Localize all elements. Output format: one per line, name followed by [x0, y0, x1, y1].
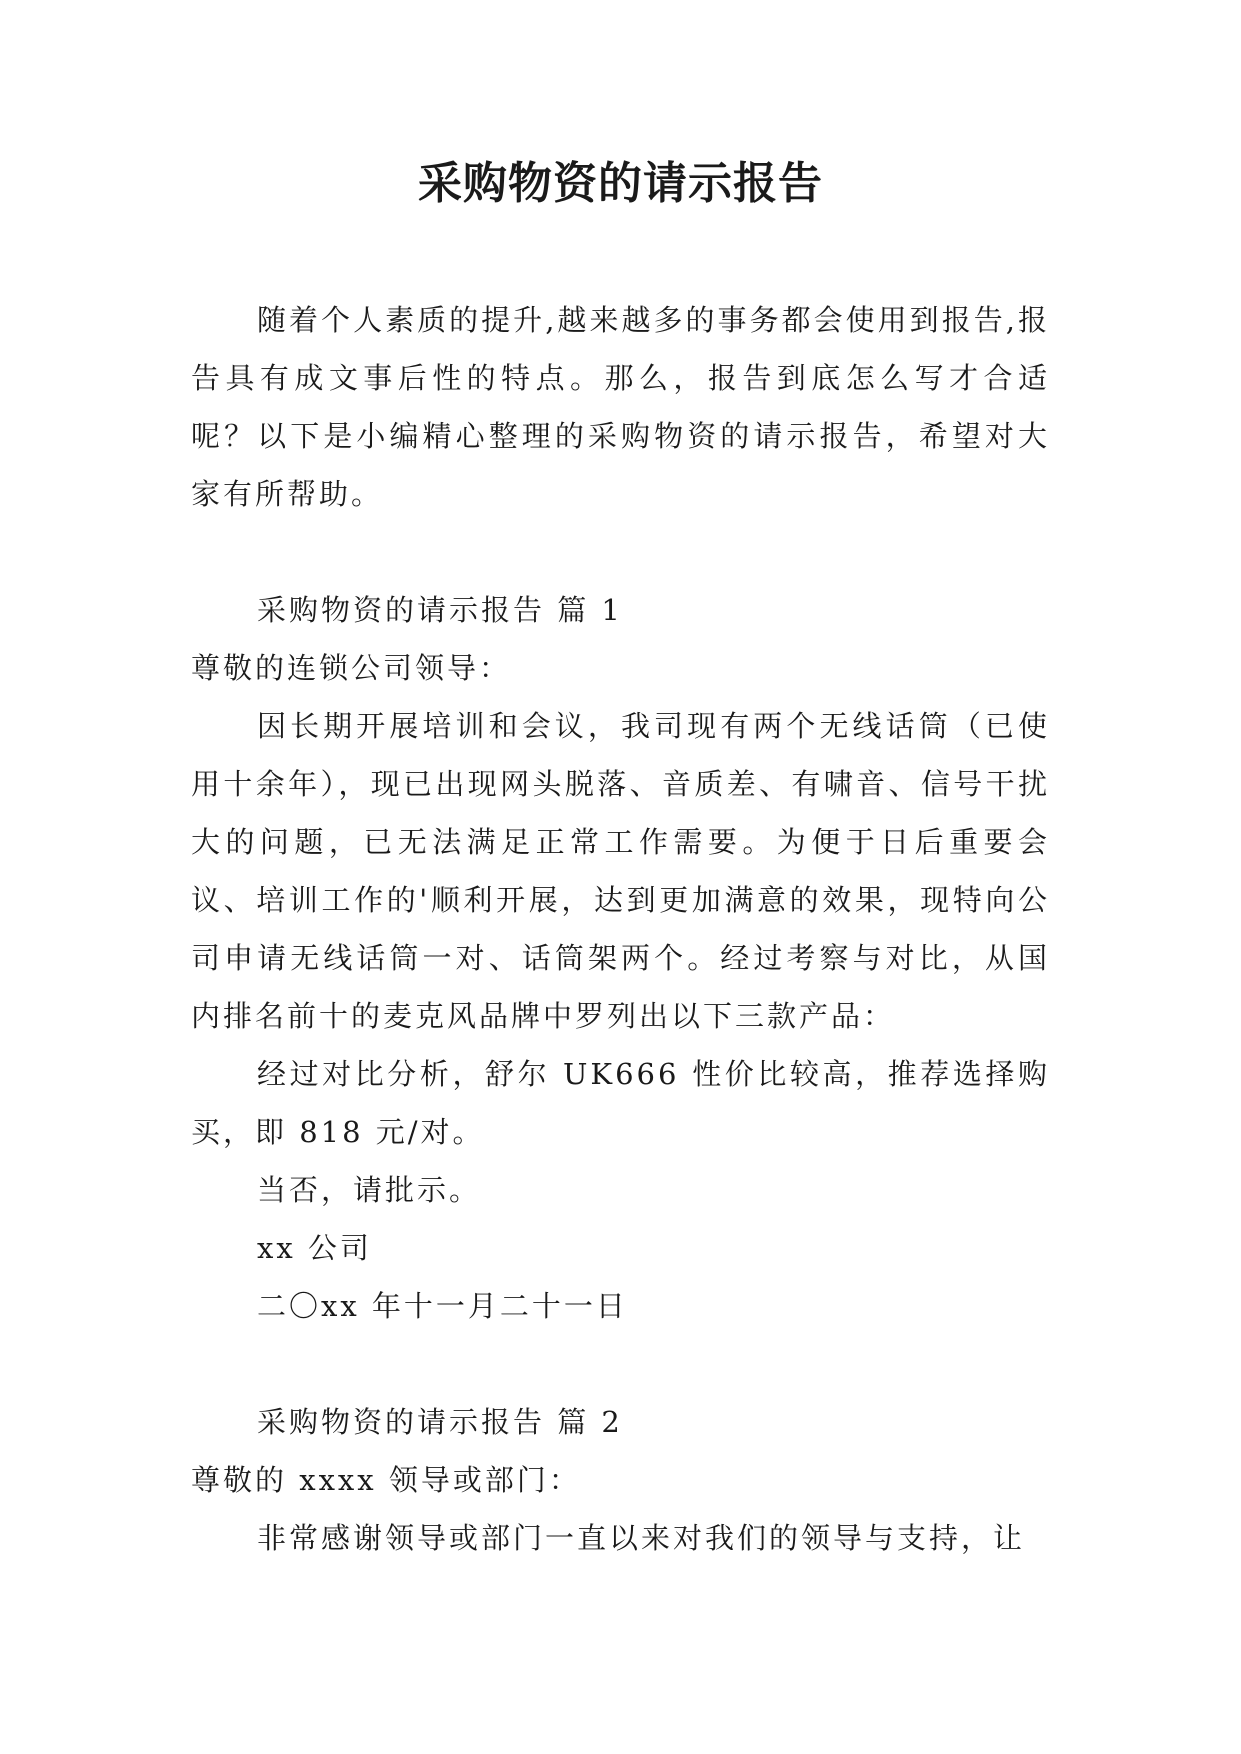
spacer — [191, 523, 1050, 581]
spacer — [191, 1335, 1050, 1393]
section-1-heading: 采购物资的请示报告 篇 1 — [257, 593, 623, 627]
document-body — [191, 291, 1050, 1567]
section-2-heading: 采购物资的请示报告 篇 2 — [257, 1405, 623, 1439]
section-1-signature: xx 公司 — [257, 1231, 372, 1265]
intro-paragraph: 随着个人素质的提升,越来越多的事务都会使用到报告,报告具有成文事后性的特点。那么，报告到底怎么写才合适呢？以下是小编精心整理的采购物资的请示报告，希望对大家有所帮助。 — [191, 303, 1050, 511]
section-2-salutation: 尊敬的 xxxx 领导或部门： — [191, 1463, 581, 1497]
section-1-body: 因长期开展培训和会议，我司现有两个无线话筒（已使用十余年），现已出现网头脱落、音质差、有啸音、信号干扰大的问题，已无法满足正常工作需要。为便于日后重要会议、培训工作的'顺利开展，达到更加满意的效果，现特向公司申请无线话筒一对、话筒架两个。经过考察与对比，从国内排名前十的麦克风品牌中罗列出以下三款产品： — [191, 709, 1050, 1033]
section-1-date: 二〇xx 年十一月二十一日 — [257, 1289, 628, 1323]
section-1-request: 当否，请批示。 — [257, 1173, 482, 1207]
section-2-body: 非常感谢领导或部门一直以来对我们的领导与支持，让 — [257, 1521, 1026, 1555]
section-1-conclusion: 经过对比分析，舒尔 UK666 性价比较高，推荐选择购买，即 818 元/对。 — [191, 1057, 1050, 1149]
section-1-salutation: 尊敬的连锁公司领导： — [191, 651, 512, 685]
page-title: 采购物资的请示报告 — [418, 158, 823, 209]
